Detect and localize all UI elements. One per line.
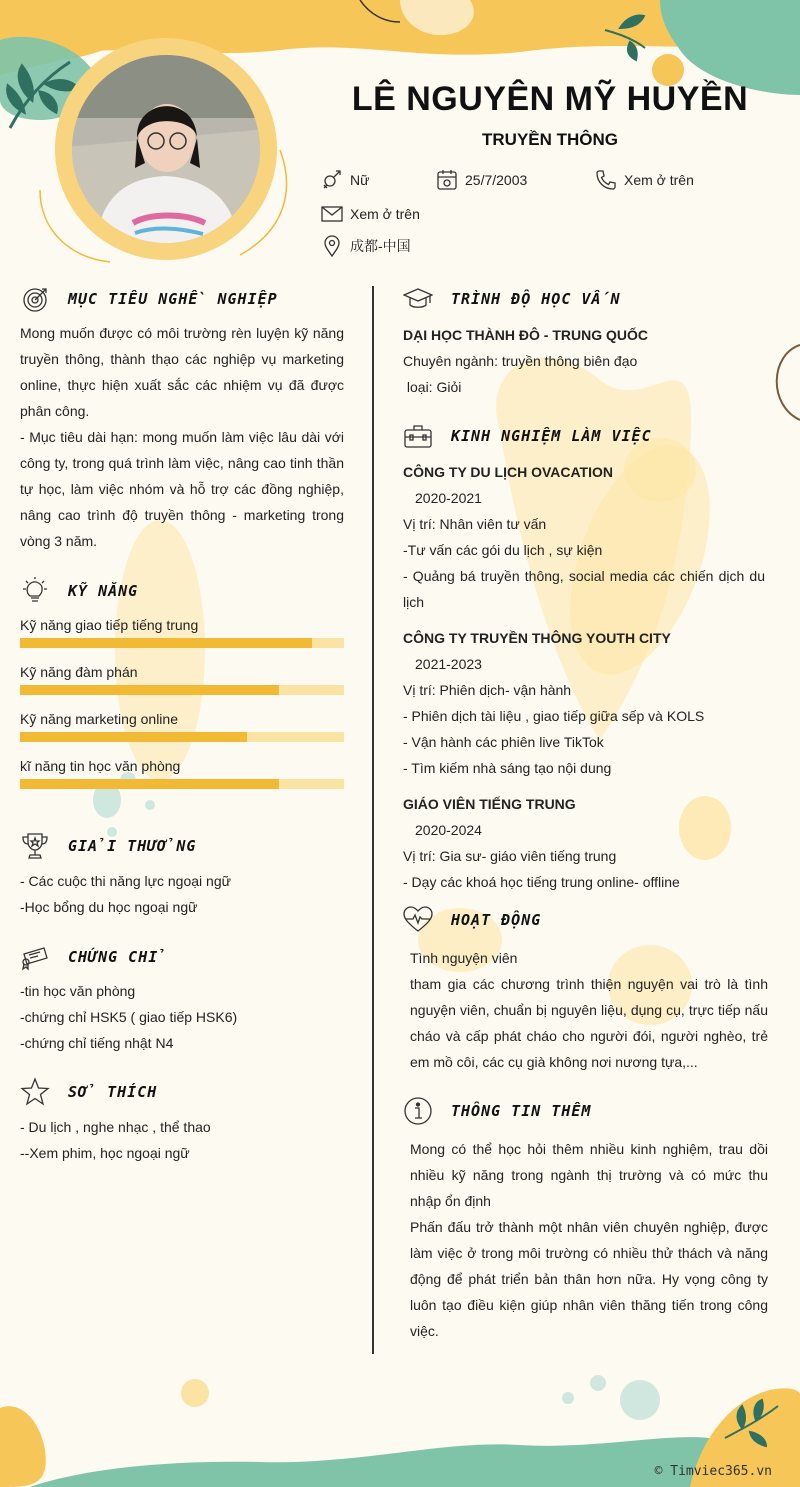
- address-info: [320, 234, 411, 258]
- extra-paragraph-2: Phấn đấu trở thành một nhân viên chuyên nghiệp, được làm việc ở trong môi trường có nhiều thử thách và năng động để phát triển bản thân hơn nữa. Hy vọng công ty luôn tạo điều kiện giúp nhân viên thăng tiến trong công việc.: [410, 1219, 768, 1339]
- activity-description: tham gia các chương trình thiện nguyện vai trò là tình nguyện viên, chuẩn bị nguyên liệu, dụng cụ, trực tiếp nấu cháo và cấp phát cháo cho người đói, người nghèo, trẻ em mồ côi, các cụ già không nơi nương tựa,...: [410, 976, 768, 1070]
- job-duty: -Tư vấn các gói du lịch , sự kiện: [403, 542, 603, 558]
- phone-value: Xem ở trên: [624, 172, 694, 188]
- skill-label-4: kĩ năng tin học văn phòng: [20, 758, 181, 774]
- job-duty: - Quảng bá truyền thông, social media các chiến dịch du lịch: [403, 568, 765, 610]
- skill-bar-4: [20, 779, 344, 789]
- phone-info: [594, 168, 694, 192]
- awards-title: GIẢI THƯỞNG: [68, 837, 197, 855]
- hobbies-list: [20, 1114, 211, 1166]
- hobby-item: - Du lịch , nghe nhạc , thể thao: [20, 1119, 211, 1135]
- certificate-icon: [20, 942, 50, 972]
- job-position: Vị trí: Gia sư- giáo viên tiếng trung: [403, 848, 617, 864]
- skill-bar-fill-2: [20, 685, 279, 695]
- awards-heading: [20, 831, 196, 861]
- skill-bar-fill-4: [20, 779, 279, 789]
- objective-title: MỤC TIÊU NGHỀ NGHIỆP: [68, 290, 278, 308]
- certificate-item: -tin học văn phòng: [20, 983, 136, 999]
- job-period: 2021-2023: [415, 656, 482, 672]
- certificates-list: [20, 978, 237, 1056]
- heartbeat-icon: [403, 905, 433, 935]
- extra-info-heading: [403, 1096, 591, 1126]
- award-item: - Các cuộc thi năng lực ngoại ngữ: [20, 873, 231, 889]
- grade: loại: Giỏi: [403, 379, 462, 395]
- objective-heading: [20, 284, 278, 314]
- certificates-title: CHỨNG CHỈ: [68, 948, 168, 966]
- info-icon: [403, 1096, 433, 1126]
- extra-info-text: [410, 1136, 768, 1344]
- extra-paragraph-1: Mong có thể học hỏi thêm nhiều kinh nghiệm, trau dồi nhiều kỹ năng trong ngành thị trường và có mức thu nhập ổn định: [410, 1141, 768, 1209]
- objective-paragraph-2: - Mục tiêu dài hạn: mong muốn làm việc lâu dài với công ty, trong quá trình làm việc, nâng cao tinh thần tự học, làm việc nhóm và hỗ trợ các đồng nghiệp, nâng cao trình độ truyền thông - marketing trong vòng 3 năm.: [20, 429, 344, 549]
- email-info: [320, 202, 420, 226]
- gender-icon: [320, 168, 344, 192]
- job-duty: - Phiên dịch tài liệu , giao tiếp giữa sếp và KOLS: [403, 708, 705, 724]
- major: Chuyên ngành: truyền thông biên đạo: [403, 353, 638, 369]
- email-value: Xem ở trên: [350, 206, 420, 222]
- skill-label-3: Kỹ năng marketing online: [20, 711, 178, 727]
- job-entry: [403, 459, 765, 615]
- graduation-cap-icon: [403, 284, 433, 314]
- briefcase-icon: [403, 421, 433, 451]
- job-entry: [403, 625, 765, 781]
- experience-list: [403, 459, 765, 895]
- job-title: TRUYỀN THÔNG: [482, 130, 618, 149]
- education-title: TRÌNH ĐỘ HỌC VẤN: [451, 290, 621, 308]
- skill-bar-1: [20, 638, 344, 648]
- skill-bar-fill-3: [20, 732, 247, 742]
- job-position: Vị trí: Phiên dịch- vận hành: [403, 682, 572, 698]
- education-details: [403, 322, 648, 400]
- objective-text: [20, 320, 344, 554]
- column-divider: [372, 286, 374, 1354]
- job-duty: - Dạy các khoá học tiếng trung online- offline: [403, 874, 680, 890]
- gender-value: Nữ: [350, 172, 370, 188]
- activities-heading: [403, 905, 541, 935]
- award-item: -Học bổng du học ngoại ngữ: [20, 899, 198, 915]
- calendar-icon: [435, 168, 459, 192]
- experience-heading: [403, 421, 652, 451]
- objective-paragraph-1: Mong muốn được có môi trường rèn luyện kỹ năng truyền thông, thành thạo các nghiệp vụ marketing online, thực hiện xuất sắc các nhiệm vụ đã được phân công.: [20, 325, 344, 419]
- job-duty: - Vận hành các phiên live TikTok: [403, 734, 604, 750]
- birthday-value: 25/7/2003: [465, 172, 528, 188]
- job-company: GIÁO VIÊN TIẾNG TRUNG: [403, 796, 576, 812]
- birthday-info: [435, 168, 527, 192]
- job-duty: - Tìm kiếm nhà sáng tạo nội dung: [403, 760, 612, 776]
- activity-role: Tình nguyện viên: [410, 950, 518, 966]
- experience-title: KINH NGHIỆM LÀM VIỆC: [451, 427, 652, 445]
- star-icon: [20, 1077, 50, 1107]
- phone-icon: [594, 168, 618, 192]
- job-period: 2020-2021: [415, 490, 482, 506]
- education-heading: [403, 284, 621, 314]
- copyright-footer: © Timviec365.vn: [654, 1464, 772, 1479]
- address-value: 成都-中国: [350, 238, 411, 254]
- school-name: DẠI HỌC THÀNH ĐÔ - TRUNG QUỐC: [403, 327, 648, 343]
- skill-bar-fill-1: [20, 638, 312, 648]
- location-pin-icon: [320, 234, 344, 258]
- hobbies-heading: [20, 1077, 157, 1107]
- avatar: [55, 38, 277, 260]
- trophy-icon: [20, 831, 50, 861]
- mail-icon: [320, 202, 344, 226]
- job-company: CÔNG TY DU LỊCH OVACATION: [403, 464, 613, 480]
- skills-title: KỸ NĂNG: [68, 582, 139, 600]
- certificate-item: -chứng chỉ HSK5 ( giao tiếp HSK6): [20, 1009, 238, 1025]
- skill-bar-3: [20, 732, 344, 742]
- certificates-heading: [20, 942, 167, 972]
- skill-label-2: Kỹ năng đàm phán: [20, 664, 138, 680]
- full-name: LÊ NGUYÊN MỸ HUYỀN: [351, 80, 749, 118]
- job-entry: [403, 791, 765, 895]
- activities-title: HOẠT ĐỘNG: [451, 911, 542, 929]
- lightbulb-icon: [20, 576, 50, 606]
- job-company: CÔNG TY TRUYỀN THÔNG YOUTH CITY: [403, 630, 671, 646]
- skill-bar-2: [20, 685, 344, 695]
- activities-text: [410, 945, 768, 1075]
- target-icon: [20, 284, 50, 314]
- job-position: Vị trí: Nhân viên tư vấn: [403, 516, 547, 532]
- hobby-item: --Xem phim, học ngoại ngữ: [20, 1145, 190, 1161]
- skills-heading: [20, 576, 138, 606]
- hobbies-title: SỞ THÍCH: [68, 1083, 158, 1101]
- extra-info-title: THÔNG TIN THÊM: [451, 1102, 592, 1120]
- gender-info: [320, 168, 369, 192]
- certificate-item: -chứng chỉ tiếng nhật N4: [20, 1035, 174, 1051]
- awards-list: [20, 868, 231, 920]
- skill-label-1: Kỹ năng giao tiếp tiếng trung: [20, 617, 199, 633]
- job-period: 2020-2024: [415, 822, 482, 838]
